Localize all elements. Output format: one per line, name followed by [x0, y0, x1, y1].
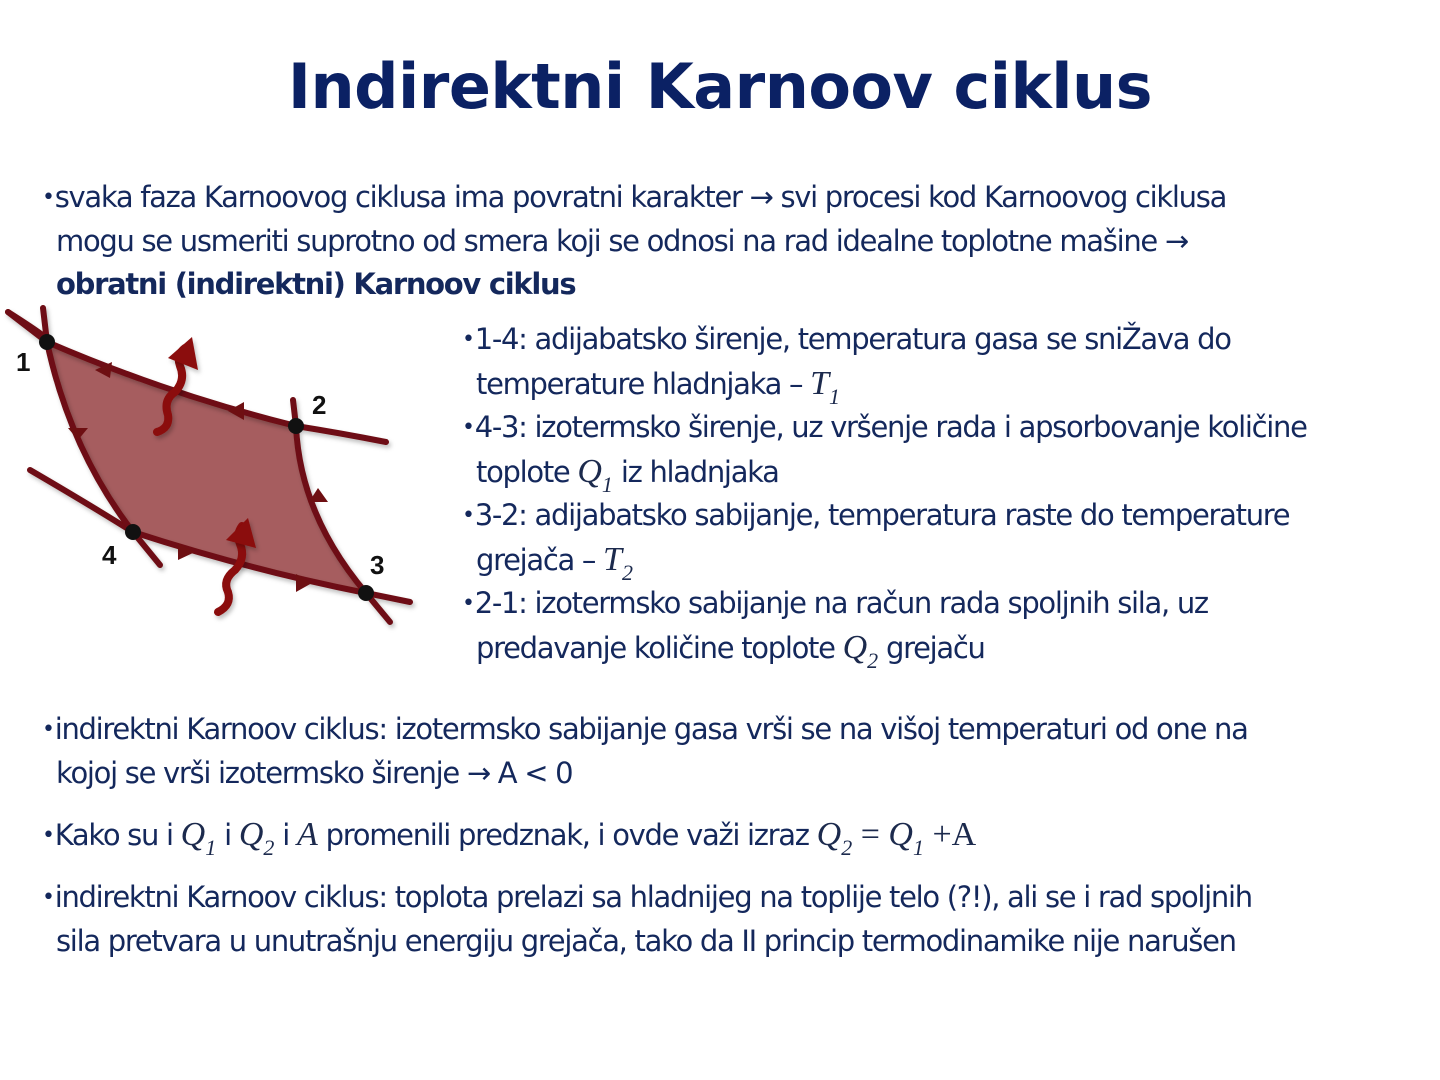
intro-line-2: mogu se usmeriti suprotno od smera koji se odnosi na rad idealne toplotne mašine → [56, 223, 1188, 258]
symbol-T2: $T_2$ [603, 540, 633, 585]
bullet-icon: • [462, 591, 474, 616]
note-energy-equation: •Kako su i $Q_1$ i $Q_2$ i A promenili predznak, i ovde važi izraz $Q_2 = Q_1 +A$ [42, 816, 977, 860]
note1-line-1: indirektni Karnoov ciklus: izotermsko sabijanje gasa vrši se na višoj temperaturi od one na [54, 712, 1248, 746]
symbol-A: A [296, 816, 318, 853]
step-2-line-2: toplote $Q_1$ iz hladnjaka [476, 452, 779, 497]
intro-line-3-bold: obratni (indirektni) Karnoov ciklus [56, 267, 576, 301]
step-1-line-2: temperature hladnjaka – $T_1$ [476, 364, 841, 409]
point-label-1: 1 [16, 347, 31, 377]
point-label-2: 2 [312, 390, 327, 420]
point-label-4: 4 [102, 540, 117, 570]
point-1 [39, 334, 55, 350]
point-label-3: 3 [370, 550, 385, 580]
process-steps-list [462, 318, 1307, 673]
note3-line-2: sila pretvara u unutrašnju energiju grejača, tako da II princip termodinamike nije narušen [56, 923, 1236, 958]
note3-line-1: indirektni Karnoov ciklus: toplota prelazi sa hladnijeg na toplije telo (?!), ali se i rad spoljnih [54, 880, 1252, 914]
symbol-T1: $T_1$ [810, 364, 841, 409]
bullet-icon: • [462, 327, 474, 352]
point-2 [288, 418, 304, 434]
intro-line-1: svaka faza Karnoovog ciklusa ima povratni karakter → svi procesi kod Karnoovog ciklusa [54, 180, 1227, 214]
step-4-line-2: predavanje količine toplote $Q_2$ grejaču [476, 628, 985, 673]
step-1-line-1: •1-4: adijabatsko širenje, temperatura gasa se sniŽava do [462, 322, 1231, 356]
intro-paragraph [42, 176, 1226, 307]
bullet-icon: • [42, 717, 54, 742]
symbol-Q1: $Q_1$ [180, 816, 217, 860]
bullet-icon: • [42, 823, 54, 848]
bullet-icon: • [462, 415, 474, 440]
point-4 [125, 524, 141, 540]
slide-title: Indirektni Karnoov ciklus [287, 50, 1153, 123]
symbol-Q1: $Q_1$ [577, 452, 613, 497]
point-3 [358, 585, 374, 601]
bullet-icon: • [42, 185, 54, 210]
step-2-line-1: •4-3: izotermsko širenje, uz vršenje rada i apsorbovanje količine [462, 410, 1307, 444]
step-3-line-2: grejača – $T_2$ [476, 540, 633, 585]
note1-line-2: kojoj se vrši izotermsko širenje → A < 0 [56, 755, 573, 790]
symbol-Q2: $Q_2$ [238, 816, 275, 860]
step-4-line-1: •2-1: izotermsko sabijanje na račun rada spoljnih sila, uz [462, 586, 1208, 620]
note-negative-work [42, 708, 1248, 795]
carnot-cycle-diagram [0, 300, 440, 640]
note-second-law [42, 876, 1252, 963]
bullet-icon: • [42, 885, 54, 910]
equation-Q2-equals-Q1-plus-A: $Q_2 = Q_1 +A$ [816, 816, 977, 860]
bullet-icon: • [462, 503, 474, 528]
step-3-line-1: •3-2: adijabatsko sabijanje, temperatura raste do temperature [462, 498, 1290, 532]
symbol-Q2: $Q_2$ [842, 628, 879, 673]
